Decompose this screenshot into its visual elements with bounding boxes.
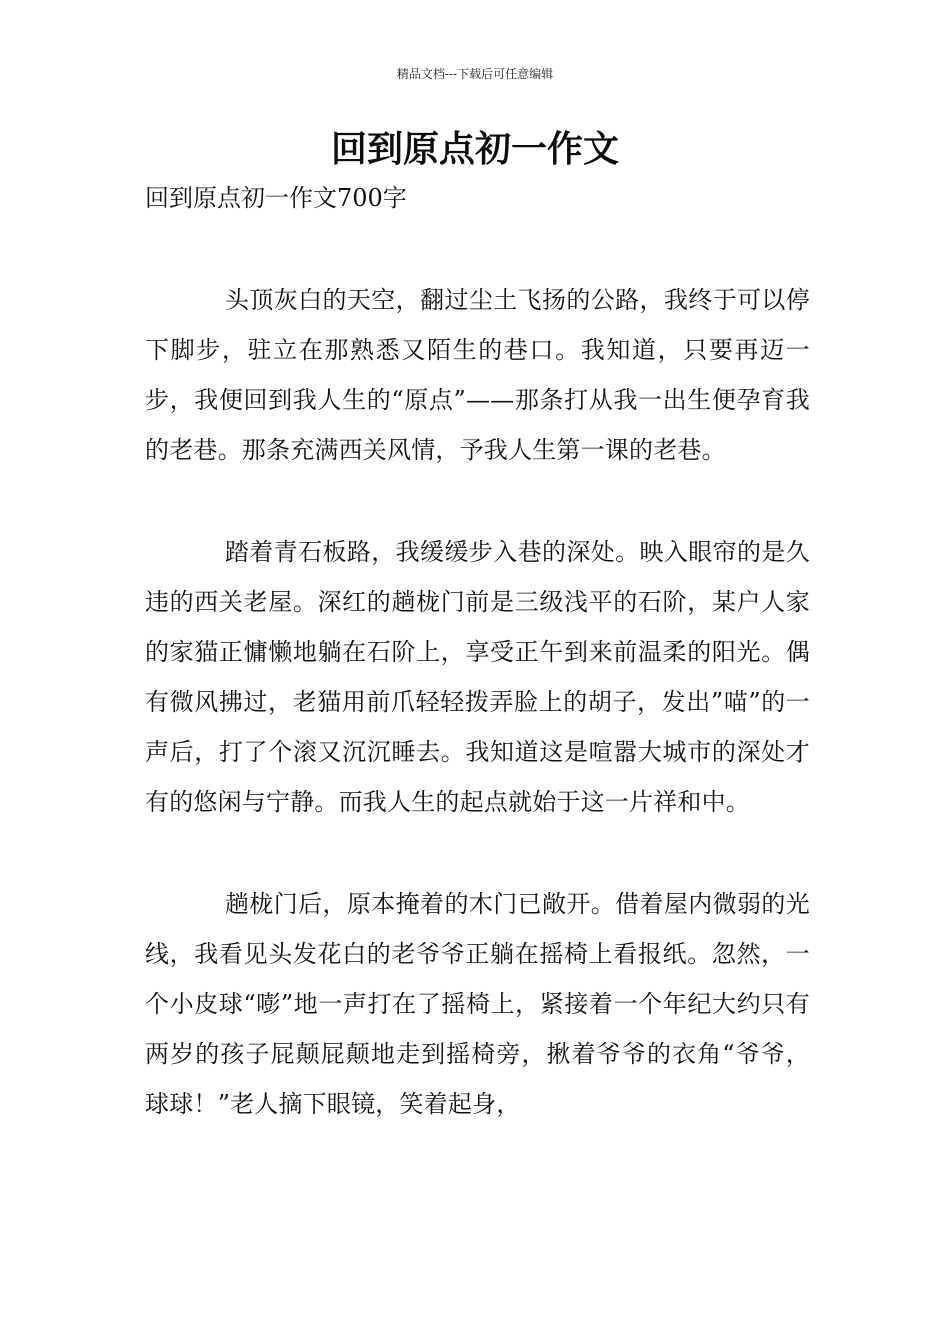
document-subtitle: 回到原点初一作文700字 — [145, 184, 407, 212]
paragraph-1: 头顶灰白的天空，翻过尘土飞扬的公路，我终于可以停下脚步，驻立在那熟悉又陌生的巷口。我知道，只要再迈一步，我便回到我人生的“原点”——那条打从我一出生便孕育我的老巷。那条充满西关风情，予我人生第一课的老巷。 — [145, 286, 810, 464]
document-body — [145, 275, 810, 1181]
document-title: 回到原点初一作文 — [330, 129, 619, 170]
header-note: 精品文档---下载后可任意编辑 — [396, 67, 554, 81]
paragraph-2: 踏着青石板路，我缓缓步入巷的深处。映入眼帘的是久违的西关老屋。深红的趟栊门前是三级浅平的石阶，某户人家的家猫正慵懒地躺在石阶上，享受正午到来前温柔的阳光。偶有微风拂过，老猫用前爪轻轻拨弄脸上的胡子，发出”喵”的一声后，打了个滚又沉沉睡去。我知道这是喧嚣大城市的深处才有的悠闲与宁静。而我人生的起点就始于这一片祥和中。 — [145, 538, 810, 816]
paragraph-3: 趟栊门后，原本掩着的木门已敞开。借着屋内微弱的光线，我看见头发花白的老爷爷正躺在摇椅上看报纸。忽然，一个小皮球“嘭”地一声打在了摇椅上，紧接着一个年纪大约只有两岁的孩子屁颠屁颠地走到摇椅旁，揪着爷爷的衣角“爷爷，球球！”老人摘下眼镜，笑着起身， — [145, 890, 810, 1118]
